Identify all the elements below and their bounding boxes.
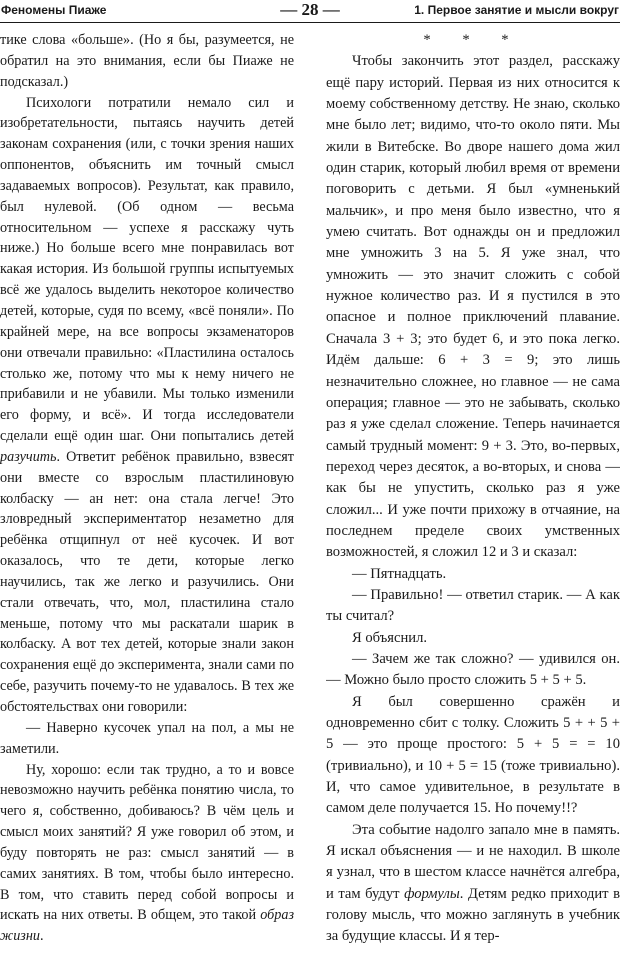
paragraph: [0, 93, 294, 718]
paragraph: [326, 820, 620, 948]
paragraph-text: Я был совершенно сражён и одновременно сбит с толку. Сложить 5 + + 5 + 5 — это проще простого: 5 + 5 = = 10 (тривиально), и 10 + 5 = 15 (тоже тривиально). И, что самое удивительное, в результате в самом деле получается 15. Но почему!!?: [326, 693, 620, 817]
paragraph-text: . Ответит ребёнок правильно, взвесят они вместе со взрослым пластилиновую колбаску — ан нет: она стала легче! Это зловредный экспериментатор незаметно для ребёнка отщипнул от неё кусочек. И вот оказалось, что те дети, которые легко научились, так же легко и разучились. Они стали отвечать, что, мол, пластилина стало меньше, потому что мы раскатали шарик в колбаску. А вот тех детей, которые знали закон сохранения ещё до эксперимента, знали сами по себе, разучить почему-то не удавалось. В тех же обстоятельствах они говорили:: [0, 448, 294, 715]
paragraph: [0, 30, 294, 93]
paragraph: [326, 649, 620, 692]
right-column: [326, 30, 620, 956]
paragraph: [326, 585, 620, 628]
paragraph-text: Психологи потратили немало сил и изобретательности, пытаясь научить детей законам сохранения (или, с точки зрения наших оппонентов, объяснить им точный смысл задаваемых вопросов). Результат, как правило, был нулевой. (Об одном — весьма относительном — успехе я расскажу чуть ниже.) Но больше всего мне понравилась вот какая история. Из большой группы испытуемых всё же удалось выделить некоторое количество детей, которые, судя по всему, «всё поняли». По крайней мере, на все вопросы экзаменаторов они отвечали правильно: «Пластилина осталось столько же, потому что мы к нему ничего не прибавили и не убавили. Мы только изменили его форму, и всё». И тогда исследователи сделали ещё один шаг. Они попытались детей: [0, 94, 294, 445]
page-number: — 28 —: [280, 0, 340, 19]
paragraph-text: — Правильно! — ответил старик. — А как ты считал?: [326, 586, 620, 625]
paragraph-text: Эта событие надолго запало мне в память. Я искал объяснения — и не находил. В школе я узнал, что в шестом классе начнётся алгебра, и там будут: [326, 821, 620, 902]
left-column: [0, 30, 294, 956]
paragraph: [326, 628, 620, 649]
paragraph-text: .: [39, 928, 44, 945]
paragraph-text: Ну, хорошо: если так трудно, а то и вовсе невозможно научить ребёнка понятию числа, то чего я, собственно, добиваюсь? В чём цель и смысл моих занятий? Я уже говорил об этом, и буду повторять не раз: смысл занятий — в самих занятиях. В том, чтобы было интересно. В том, что ставить перед собой вопросы и искать на них ответы. В общем, это такой: [0, 761, 294, 924]
paragraph-text: — Зачем же так сложно? — удивился он. — Можно было просто сложить 5 + 5 + 5.: [326, 650, 620, 689]
paragraph-text: . Детям редко приходит в голову мысль, что можно заглянуть в учебник за будущие классы. И я тер-: [326, 885, 620, 945]
paragraph: [0, 718, 294, 760]
header-book-title: Феномены Пиаже: [1, 3, 107, 17]
paragraph-text: — Наверно кусочек упал на пол, а мы не заметили.: [0, 719, 294, 757]
emphasis-text: разучить: [0, 448, 57, 465]
section-divider: * * *: [423, 32, 523, 48]
header-chapter-title: 1. Первое занятие и мысли вокруг: [414, 3, 619, 17]
paragraph-text: — Пятнадцать.: [352, 565, 447, 582]
paragraph-text: Я объяснил.: [352, 629, 428, 646]
paragraph: [0, 760, 294, 948]
paragraph-text: Чтобы закончить этот раздел, расскажу ещё пару историй. Первая из них относится к моему собственному детству. Не знаю, сколько мне было лет; видимо, что-то около пяти. Мы жили в Витебске. Во дворе нашего дома жил один старик, который любил время от времени поговорить с детьми. Я был «умненький мальчик», и про меня было известно, что я умею считать. Вот однажды он и предложил мне умножить 3 на 5. Я уже знал, что умножить — это значит сложить с собой нужное количество раз. И я пустился в это опасное и полное приключений плавание. Сначала 3 + 3; это будет 6, и это пока легко. Идём дальше: 6 + 3 = 9; это лишь незначительно сложнее, но главное — не сама операция; главное — это не забывать, сколько раз я уже сделал сложение. Теперь начинается самый трудный момент: 9 + 3. Это, во-первых, переход через десяток, а во-вторых, и снова — как бы не упустить, сколько раз я уже сложил... И уже почти прихожу в отчаяние, на последнем пределе своих умственных возможностей, я сложил 12 и 3 и сказал:: [326, 53, 620, 561]
paragraph-text: тике слова «больше». (Но я бы, разумеется, не обратил на это внимания, если бы Пиаже не подсказал.): [0, 32, 294, 90]
paragraph: [326, 51, 620, 563]
paragraph: [326, 564, 620, 585]
paragraph: [326, 692, 620, 820]
running-header: [0, 0, 620, 22]
emphasis-text: формулы: [404, 885, 460, 902]
emphasis-text: образ жизни: [0, 907, 294, 945]
header-rule: [0, 22, 620, 23]
